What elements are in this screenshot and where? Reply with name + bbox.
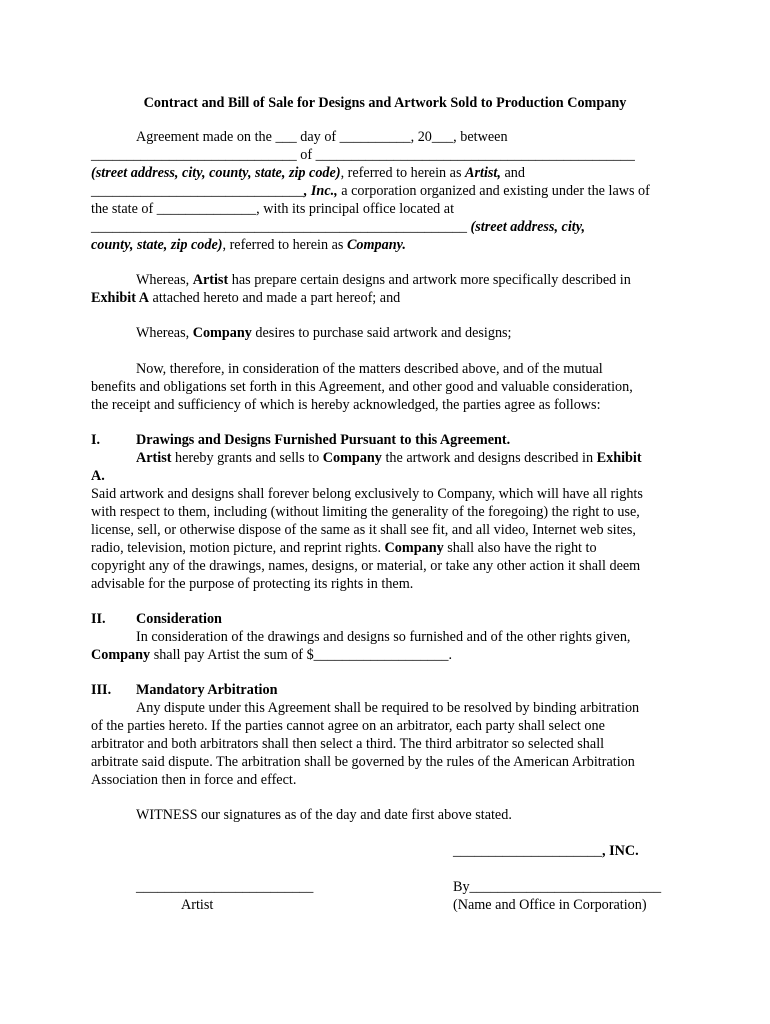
by-signature-line: By___________________________ bbox=[453, 879, 662, 895]
company-signature-line: _____________________, INC. bbox=[453, 843, 639, 859]
artist-label: Artist bbox=[181, 897, 214, 913]
section-1-heading: I. Drawings and Designs Furnished Pursuant to this Agreement. bbox=[91, 432, 511, 448]
document-title: Contract and Bill of Sale for Designs and Artwork Sold to Production Company bbox=[143, 95, 627, 111]
artist-signature-line: _________________________ bbox=[136, 879, 314, 895]
preamble-line-6: _____________________________________________________ (street address, city, bbox=[91, 219, 586, 235]
preamble-line-4: ______________________________, Inc., a corporation organized and existing under the laws of bbox=[91, 183, 650, 199]
preamble-line-2: _____________________________ of _____________________________________________ bbox=[91, 147, 635, 163]
preamble-line-7: county, state, zip code), referred to herein as Company. bbox=[91, 237, 406, 253]
whereas-artist: Whereas, Artist has prepare certain designs and artwork more specifically described in Exhibit A attached hereto and made a part hereof; and bbox=[91, 272, 631, 306]
whereas-company: Whereas, Company desires to purchase said artwork and designs; bbox=[136, 325, 512, 341]
preamble-line-5: the state of ______________, with its principal office located at bbox=[91, 201, 455, 217]
section-3: III. Mandatory Arbitration Any dispute under this Agreement shall be required to be resolved by binding arbitration of the parties hereto. If the parties cannot agree on an arbitrator, each party shall select one arbitrator and both arbitrators shall then select a third. The third arbitrator so selected shall arbitrate said dispute. The arbitration shall be governed by the rules of the American Arbitration Association then in force and effect. bbox=[91, 681, 676, 789]
section-2: II. Consideration In consideration of the drawings and designs so furnished and of the other rights given, Company shall pay Artist the sum of $___________________. bbox=[91, 610, 676, 664]
preamble bbox=[91, 128, 676, 254]
section-1: I. Drawings and Designs Furnished Pursuant to this Agreement. Artist hereby grants and sells to Company the artwork and designs described in Exhibit A. Said artwork and designs shall forever belong exclusively to Company, which will have all rights with respect to them, including (without limiting the generality of the foregoing) the right to use, license, sell, or otherwise dispose of the same as it shall see fit, and all video, Internet web sites, radio, television, motion picture, and reprint rights. Company shall also have the right to copyright any of the drawings, names, designs, or material, or take any other action it shall deem advisable for the purpose of protecting its rights in them. bbox=[91, 431, 676, 593]
by-label: (Name and Office in Corporation) bbox=[453, 897, 647, 913]
section-3-heading: III. Mandatory Arbitration bbox=[91, 682, 278, 698]
witness-clause: WITNESS our signatures as of the day and date first above stated. bbox=[136, 807, 512, 823]
preamble-line-3: (street address, city, county, state, zip code), referred to herein as Artist, and bbox=[91, 165, 525, 181]
now-therefore: Now, therefore, in consideration of the matters described above, and of the mutual benefits and obligations set forth in this Agreement, and other good and valuable consideration, the receipt and sufficiency of which is hereby acknowledged, the parties agree as follows: bbox=[91, 361, 633, 413]
section-2-heading: II. Consideration bbox=[91, 611, 222, 627]
preamble-line-1: Agreement made on the ___ day of __________, 20___, between bbox=[136, 129, 508, 145]
